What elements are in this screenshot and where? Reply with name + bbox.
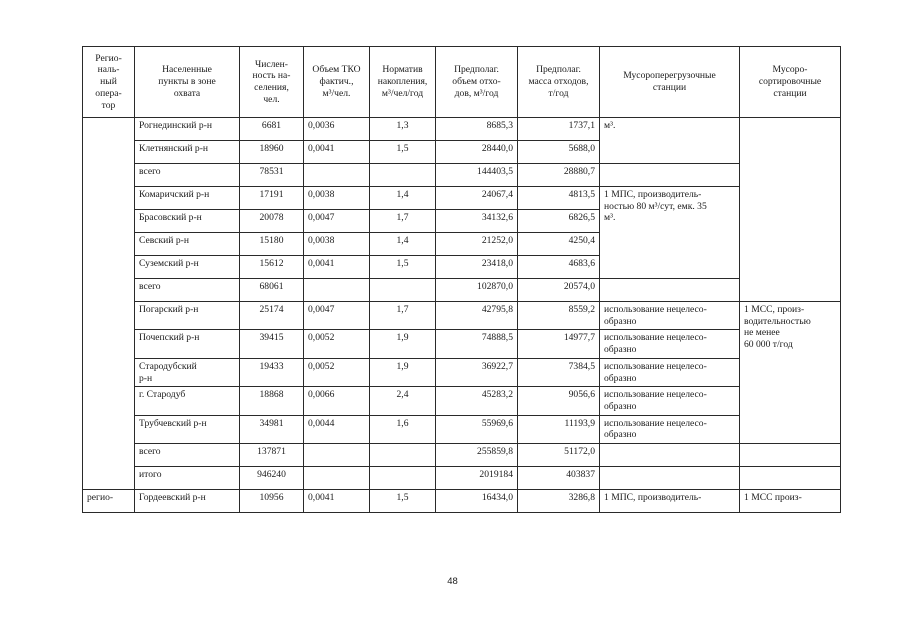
population-value: 34981	[240, 415, 304, 443]
norm-value: 1,5	[370, 490, 436, 513]
population-value: 946240	[240, 467, 304, 490]
volume-value: 0,0041	[304, 141, 370, 164]
volume-value	[304, 164, 370, 187]
header-volume: Объем ТКО фактич., м³/чел.	[304, 47, 370, 118]
volume-value: 0,0052	[304, 358, 370, 386]
volume-value: 0,0038	[304, 233, 370, 256]
settlement-name: Рогнединский р-н	[135, 118, 240, 141]
settlement-name: итого	[135, 467, 240, 490]
transfer-station-cell	[600, 444, 740, 467]
population-value: 39415	[240, 330, 304, 358]
settlement-name: Суземский р-н	[135, 256, 240, 279]
settlement-name: Комаричский р-н	[135, 187, 240, 210]
population-value: 25174	[240, 302, 304, 330]
waste-mass-value: 9056,6	[518, 387, 600, 415]
sorting-station-cell	[740, 444, 841, 467]
volume-value	[304, 444, 370, 467]
waste-volume-value: 36922,7	[436, 358, 518, 386]
volume-value: 0,0047	[304, 302, 370, 330]
norm-value: 1,4	[370, 187, 436, 210]
table-row	[83, 415, 841, 443]
norm-value: 1,6	[370, 415, 436, 443]
norm-value: 1,5	[370, 141, 436, 164]
settlement-name: Гордеевский р-н	[135, 490, 240, 513]
header-norm: Норматив накопления, м³/чел/год	[370, 47, 436, 118]
header-sorting: Мусоро- сортировочные станции	[740, 47, 841, 118]
population-value: 137871	[240, 444, 304, 467]
waste-volume-value: 24067,4	[436, 187, 518, 210]
waste-volume-value: 102870,0	[436, 279, 518, 302]
norm-value	[370, 467, 436, 490]
norm-value: 1,9	[370, 358, 436, 386]
population-value: 18868	[240, 387, 304, 415]
transfer-station-cell: использование нецелесо- образно	[600, 358, 740, 386]
settlement-name: Трубчевский р-н	[135, 415, 240, 443]
norm-value	[370, 164, 436, 187]
norm-value	[370, 279, 436, 302]
waste-mass-value: 5688,0	[518, 141, 600, 164]
transfer-station-cell	[600, 164, 740, 187]
waste-volume-value: 144403,5	[436, 164, 518, 187]
table-row	[83, 302, 841, 330]
norm-value: 1,4	[370, 233, 436, 256]
header-waste-volume: Предполаг. объем отхо- дов, м³/год	[436, 47, 518, 118]
volume-value: 0,0041	[304, 256, 370, 279]
transfer-station-cell: использование нецелесо- образно	[600, 330, 740, 358]
waste-volume-value: 21252,0	[436, 233, 518, 256]
waste-volume-value: 45283,2	[436, 387, 518, 415]
table-row	[83, 467, 841, 490]
waste-mass-value: 1737,1	[518, 118, 600, 141]
waste-mass-value: 4683,6	[518, 256, 600, 279]
population-value: 10956	[240, 490, 304, 513]
waste-volume-value: 28440,0	[436, 141, 518, 164]
volume-value: 0,0044	[304, 415, 370, 443]
sorting-station-cell	[740, 467, 841, 490]
population-value: 17191	[240, 187, 304, 210]
transfer-station-cell: 1 МПС, производитель-	[600, 490, 740, 513]
waste-mass-value: 14977,7	[518, 330, 600, 358]
settlement-name: Почепский р-н	[135, 330, 240, 358]
volume-value: 0,0036	[304, 118, 370, 141]
waste-mass-value: 4813,5	[518, 187, 600, 210]
norm-value: 1,5	[370, 256, 436, 279]
norm-value: 2,4	[370, 387, 436, 415]
waste-mass-value: 51172,0	[518, 444, 600, 467]
volume-value: 0,0038	[304, 187, 370, 210]
population-value: 15180	[240, 233, 304, 256]
population-value: 20078	[240, 210, 304, 233]
transfer-station-cell: м³.	[600, 118, 740, 164]
operator-cell: регио-	[83, 490, 135, 513]
settlement-name: Клетнянский р-н	[135, 141, 240, 164]
table-row	[83, 164, 841, 187]
population-value: 19433	[240, 358, 304, 386]
table-row	[83, 387, 841, 415]
volume-value: 0,0066	[304, 387, 370, 415]
volume-value	[304, 467, 370, 490]
waste-mass-value: 403837	[518, 467, 600, 490]
waste-volume-value: 255859,8	[436, 444, 518, 467]
waste-mass-value: 4250,4	[518, 233, 600, 256]
volume-value: 0,0041	[304, 490, 370, 513]
transfer-station-cell: 1 МПС, производитель- ностью 80 м³/сут, емк. 35 м³.	[600, 187, 740, 279]
volume-value: 0,0052	[304, 330, 370, 358]
settlement-name: Стародубский р-н	[135, 358, 240, 386]
header-transfer: Мусороперегрузочные станции	[600, 47, 740, 118]
transfer-station-cell	[600, 279, 740, 302]
table-row	[83, 490, 841, 513]
settlement-name: всего	[135, 444, 240, 467]
waste-volume-value: 8685,3	[436, 118, 518, 141]
transfer-station-cell: использование нецелесо- образно	[600, 387, 740, 415]
population-value: 68061	[240, 279, 304, 302]
settlement-name: Брасовский р-н	[135, 210, 240, 233]
waste-mass-value: 11193,9	[518, 415, 600, 443]
waste-volume-value: 16434,0	[436, 490, 518, 513]
waste-management-table	[82, 46, 841, 513]
table-row	[83, 444, 841, 467]
table-row	[83, 187, 841, 210]
page-number: 48	[447, 576, 458, 587]
sorting-station-cell: 1 МСС, произ- водительностью не менее 60 000 т/год	[740, 302, 841, 444]
table-row	[83, 118, 841, 141]
settlement-name: Погарский р-н	[135, 302, 240, 330]
header-population: Числен- ность на- селения, чел.	[240, 47, 304, 118]
population-value: 78531	[240, 164, 304, 187]
transfer-station-cell: использование нецелесо- образно	[600, 302, 740, 330]
population-value: 15612	[240, 256, 304, 279]
waste-mass-value: 20574,0	[518, 279, 600, 302]
norm-value: 1,3	[370, 118, 436, 141]
header-row	[83, 47, 841, 118]
operator-cell	[83, 118, 135, 490]
settlement-name: г. Стародуб	[135, 387, 240, 415]
waste-mass-value: 28880,7	[518, 164, 600, 187]
waste-volume-value: 74888,5	[436, 330, 518, 358]
norm-value: 1,7	[370, 210, 436, 233]
settlement-name: всего	[135, 279, 240, 302]
waste-volume-value: 2019184	[436, 467, 518, 490]
population-value: 18960	[240, 141, 304, 164]
sorting-station-cell	[740, 118, 841, 302]
population-value: 6681	[240, 118, 304, 141]
waste-mass-value: 6826,5	[518, 210, 600, 233]
volume-value: 0,0047	[304, 210, 370, 233]
waste-mass-value: 8559,2	[518, 302, 600, 330]
table-row	[83, 279, 841, 302]
header-operator: Регио- наль- ный опера- тор	[83, 47, 135, 118]
waste-volume-value: 23418,0	[436, 256, 518, 279]
header-waste-mass: Предполаг. масса отходов, т/год	[518, 47, 600, 118]
settlement-name: всего	[135, 164, 240, 187]
waste-volume-value: 34132,6	[436, 210, 518, 233]
waste-mass-value: 7384,5	[518, 358, 600, 386]
header-settlements: Населенные пункты в зоне охвата	[135, 47, 240, 118]
sorting-station-cell: 1 МСС произ-	[740, 490, 841, 513]
table-row	[83, 358, 841, 386]
volume-value	[304, 279, 370, 302]
table-row	[83, 330, 841, 358]
transfer-station-cell: использование нецелесо- образно	[600, 415, 740, 443]
waste-volume-value: 42795,8	[436, 302, 518, 330]
transfer-station-cell	[600, 467, 740, 490]
norm-value: 1,7	[370, 302, 436, 330]
norm-value	[370, 444, 436, 467]
settlement-name: Севский р-н	[135, 233, 240, 256]
waste-volume-value: 55969,6	[436, 415, 518, 443]
waste-mass-value: 3286,8	[518, 490, 600, 513]
norm-value: 1,9	[370, 330, 436, 358]
